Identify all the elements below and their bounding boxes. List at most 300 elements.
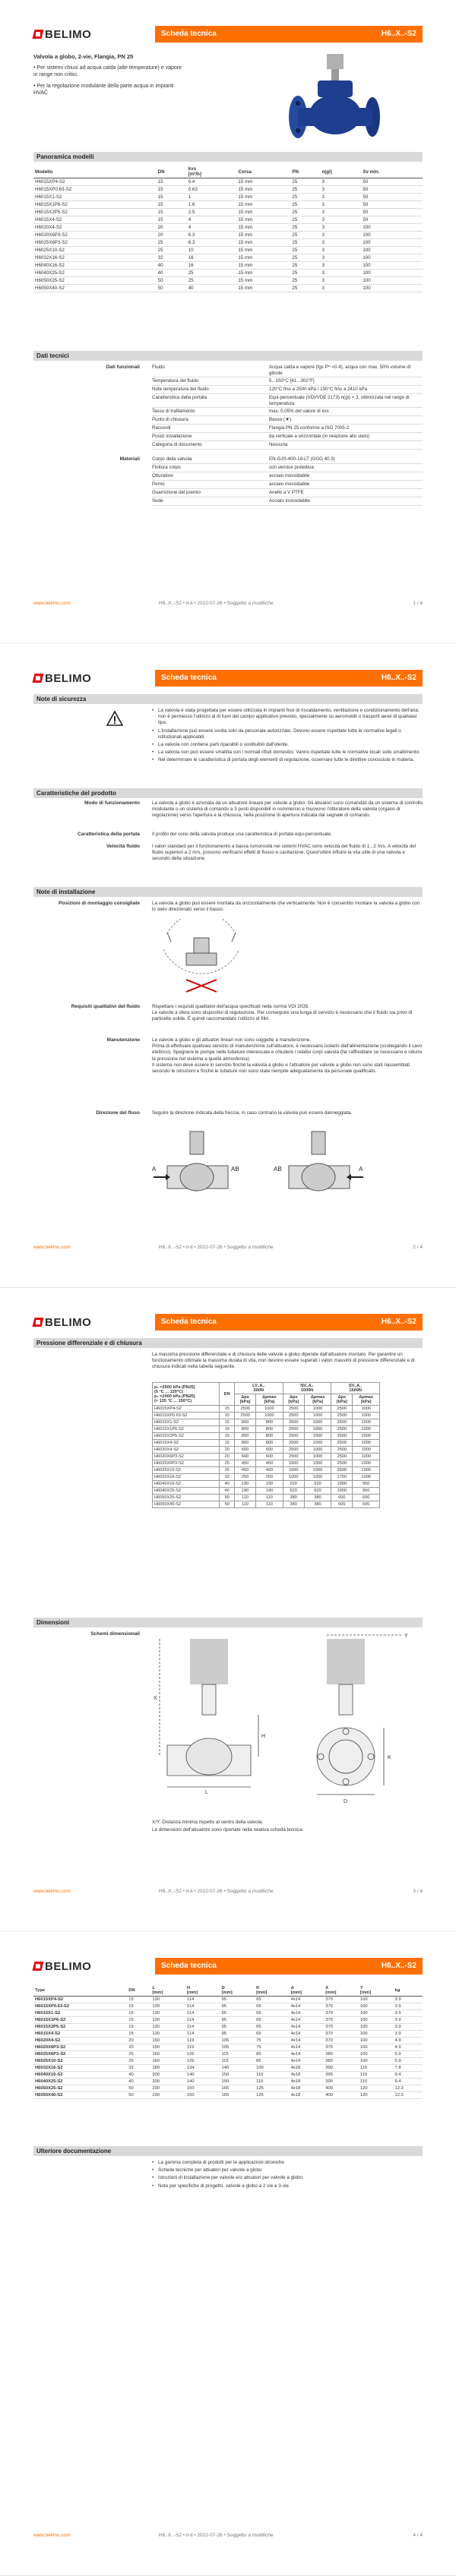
product-section-title: Caratteristiche del prodotto bbox=[33, 788, 423, 798]
tech-value: max. 0.05% del valore di kvs bbox=[269, 409, 329, 414]
table-cell: 3 bbox=[320, 209, 361, 216]
table-cell: 2500 bbox=[331, 1454, 353, 1460]
table-cell: 4x14 bbox=[290, 2058, 325, 2065]
table-cell: 115 bbox=[220, 2051, 255, 2058]
table-cell: 2500 bbox=[331, 1413, 353, 1419]
table-cell: 15 mm bbox=[236, 186, 290, 194]
table-cell: H6025X6P3-S2 bbox=[33, 239, 157, 247]
column-header: Δpmax [kPa] bbox=[304, 1394, 331, 1406]
table-cell: 15 bbox=[157, 186, 187, 194]
table-cell: 1000 bbox=[331, 1488, 353, 1495]
table-cell: 400 bbox=[324, 2092, 359, 2099]
table-cell: 95 bbox=[220, 2017, 255, 2024]
table-cell: H6040X16-S2 bbox=[153, 1481, 220, 1488]
table-cell: 25 bbox=[157, 247, 187, 254]
table-cell: 1000 bbox=[353, 1413, 380, 1419]
table-cell: 3.9 bbox=[393, 2024, 423, 2031]
table-cell: 110 bbox=[359, 2072, 394, 2079]
tech-key: Corpo della valvola bbox=[152, 456, 192, 462]
table-cell: 450 bbox=[235, 1467, 256, 1474]
table-cell: 100 bbox=[359, 2017, 394, 2024]
belimo-logo: BELIMO bbox=[33, 1315, 81, 1331]
table-cell: 3 bbox=[320, 285, 361, 292]
actuator-group: SV..A.. 1500N bbox=[331, 1383, 380, 1394]
table-row bbox=[33, 186, 423, 194]
table-cell: H6040X25-S2 bbox=[153, 1488, 220, 1495]
table-cell: 65 bbox=[255, 2031, 290, 2038]
page-header bbox=[33, 1956, 423, 1978]
table-cell: 150 bbox=[185, 2092, 220, 2099]
table-cell: 120 bbox=[359, 2092, 394, 2099]
table-cell: 32 bbox=[127, 2065, 150, 2072]
table-cell: 1000 bbox=[353, 1433, 380, 1440]
table-cell: 85 bbox=[255, 2051, 290, 2058]
column-header: L [mm] bbox=[150, 1985, 185, 1997]
column-header: H [mm] bbox=[185, 1985, 220, 1997]
tech-key: Perno bbox=[152, 481, 165, 487]
page-1 bbox=[0, 0, 456, 644]
table-cell: 800 bbox=[235, 1419, 256, 1426]
table-cell: 1000 bbox=[353, 1474, 380, 1481]
table-cell: 25 bbox=[187, 277, 237, 285]
table-cell: 1000 bbox=[304, 1413, 331, 1419]
inst-text: Le valvole a globo e gli attuatori lineari non sono soggette a manutenzione. Prima di effettuare qualsiasi servizio di manutenzione sull'attuatore, è necessario isolarlo dall'alimentazione (scollegando il cavo elettrico). Spegnere le pompe nelle tubature interessate e chiudere i relativi corpi valvola (far raffreddare se necessario e ridurre la pressione nel sistema a quella atmosferica). Il sistema non deve essere in servizio finché la valvola a globo e l'attuatore per valvole a globo non sono stati riassemblati secondo le istruzioni e finché le tubature non sono state riempite adeguatamente da personale qualificato. bbox=[152, 1037, 423, 1075]
table-cell: 3.9 bbox=[393, 2017, 423, 2024]
table-cell: 600 bbox=[235, 1454, 256, 1460]
tech-key: Categoria di documento bbox=[152, 442, 202, 447]
table-cell: H6015X1P6-S2 bbox=[33, 2017, 127, 2024]
table-cell: 450 bbox=[235, 1460, 256, 1467]
table-cell: 800 bbox=[235, 1433, 256, 1440]
docs-list bbox=[152, 2160, 423, 2191]
table-cell: 15 mm bbox=[236, 232, 290, 239]
table-cell: 100 bbox=[361, 239, 423, 247]
doc-item: • La gamma completa di prodotti per le applicazioni idroniche bbox=[152, 2160, 423, 2166]
table-cell: 370 bbox=[324, 1997, 359, 2003]
svg-text:AB: AB bbox=[231, 1166, 239, 1173]
table-row bbox=[33, 2044, 423, 2051]
table-cell: 160 bbox=[150, 2058, 185, 2065]
page-footer bbox=[33, 2533, 423, 2542]
table-cell: 1700 bbox=[331, 1474, 353, 1481]
table-cell: 50 bbox=[361, 178, 423, 186]
table-cell: 370 bbox=[324, 2044, 359, 2051]
table-cell: 15 mm bbox=[236, 194, 290, 201]
table-cell: 1000 bbox=[353, 1447, 380, 1454]
table-cell: 114 bbox=[185, 2017, 220, 2024]
table-cell: H6020X4-S2 bbox=[33, 224, 157, 232]
tech-key: Posizi installazione bbox=[152, 434, 192, 439]
docs-section-title: Ulteriore documentazione bbox=[33, 2146, 423, 2156]
table-cell: H6015XP0.63-S2 bbox=[33, 186, 157, 194]
table-cell: 200 bbox=[150, 2079, 185, 2085]
actuator-group: NV..A.. 1000N bbox=[283, 1383, 331, 1394]
column-header: PN bbox=[290, 166, 320, 178]
table-cell: 3 bbox=[320, 178, 361, 186]
tech-key: Caratteristica della portata bbox=[152, 395, 207, 400]
table-cell: 3 bbox=[320, 277, 361, 285]
table-cell: 4x18 bbox=[290, 2072, 325, 2079]
valve-photo bbox=[289, 50, 380, 149]
table-cell: H6050X40-S2 bbox=[153, 1501, 220, 1508]
table-cell: 25 bbox=[157, 239, 187, 247]
inst-label: Manutenzione bbox=[106, 1037, 140, 1043]
dimensions-section-title: Dimensioni bbox=[33, 1618, 423, 1627]
column-header: Sv min. bbox=[361, 166, 423, 178]
safety-item: • L'installazione può essere svolta solo da personale autorizzato. Devono essere rispettate tutte le normative legali o istituzionali applicabili. bbox=[152, 728, 423, 740]
doc-item: • Schede tecniche per attuatori per valvole a globo bbox=[152, 2167, 423, 2174]
table-cell: 2500 bbox=[331, 1447, 353, 1454]
page-2 bbox=[0, 644, 456, 1288]
table-cell: 6.3 bbox=[187, 239, 237, 247]
table-cell: 400 bbox=[324, 2085, 359, 2092]
table-cell: 140 bbox=[185, 2072, 220, 2079]
table-cell: 1000 bbox=[331, 1481, 353, 1488]
column-header: DN bbox=[157, 166, 187, 178]
table-cell: 600 bbox=[353, 1495, 380, 1501]
table-row bbox=[153, 1440, 380, 1447]
belimo-logo: BELIMO bbox=[33, 671, 81, 687]
tech-key: Fluido bbox=[152, 365, 165, 370]
dimension-note: X/Y: Distanza minima rispetto al centro della valvola. bbox=[152, 1820, 264, 1825]
table-row bbox=[33, 277, 423, 285]
pressure-text: La massima pressione differenziale e di chiusura delle valvole a globo dipende dall'attuatore montato. Per garantire un funzionamento ottimale la massima durata di vita, non devono essere superati i valori massimi di pressione differenziale e di chiusura indicati nella tabella seguente. bbox=[152, 1352, 415, 1370]
table-cell: 100 bbox=[361, 277, 423, 285]
table-cell: 380 bbox=[283, 1495, 304, 1501]
belimo-logo: BELIMO bbox=[33, 1959, 81, 1975]
table-cell: 10 bbox=[187, 247, 237, 254]
table-cell: 1000 bbox=[304, 1447, 331, 1454]
tech-data bbox=[33, 365, 423, 577]
models-table bbox=[33, 166, 423, 292]
table-cell: 4x14 bbox=[290, 2031, 325, 2038]
table-cell: 100 bbox=[359, 2010, 394, 2017]
table-cell: 230 bbox=[150, 2092, 185, 2099]
table-cell: 4 bbox=[187, 216, 237, 224]
table-cell: 4.9 bbox=[393, 2038, 423, 2044]
table-cell: 15 mm bbox=[236, 262, 290, 270]
table-cell: 370 bbox=[324, 2031, 359, 2038]
table-cell: 6.3 bbox=[187, 232, 237, 239]
footer-ref: H6..X..-S2 • it-it • 2022-07-26 • Soggetto a modifiche bbox=[159, 1245, 274, 1250]
table-cell: 140 bbox=[185, 2079, 220, 2085]
table-cell: 2500 bbox=[331, 1440, 353, 1447]
doc-type: Scheda tecnica bbox=[161, 1318, 217, 1326]
table-cell: 25 bbox=[290, 285, 320, 292]
feature-label: Caratteristica della portata bbox=[77, 831, 140, 837]
table-row bbox=[33, 2085, 423, 2092]
table-cell: H6015X1P6-S2 bbox=[33, 201, 157, 209]
tech-value: Anello a V PTFE bbox=[269, 490, 304, 495]
table-cell: 130 bbox=[150, 1997, 185, 2003]
table-cell: 165 bbox=[220, 2085, 255, 2092]
table-cell: 250 bbox=[235, 1474, 256, 1481]
table-cell: 125 bbox=[255, 2092, 290, 2099]
table-cell: H6025X10-S2 bbox=[33, 2058, 127, 2065]
table-cell: 2500 bbox=[331, 1467, 353, 1474]
table-cell: 3.9 bbox=[393, 2010, 423, 2017]
table-cell: 380 bbox=[283, 1501, 304, 1508]
footer-site[interactable]: www.belimo.com bbox=[33, 1245, 71, 1250]
table-cell: H6015XP4-S2 bbox=[33, 1997, 127, 2003]
table-cell: 1000 bbox=[304, 1454, 331, 1460]
tech-value: da verticale a orizzontale (in relazione allo stelo) bbox=[269, 434, 370, 439]
tech-key: Temperatura del fluido bbox=[152, 378, 199, 384]
table-cell: 100 bbox=[359, 2003, 394, 2010]
table-cell: 140 bbox=[220, 2065, 255, 2072]
table-cell: 50 bbox=[220, 1495, 235, 1501]
table-cell: 0.4 bbox=[187, 178, 237, 186]
tech-value: Flangia PN 25 conforme a ISO 7005-2 bbox=[269, 425, 350, 431]
table-cell: 50 bbox=[220, 1501, 235, 1508]
table-cell: 20 bbox=[220, 1454, 235, 1460]
table-cell: 380 bbox=[324, 2058, 359, 2065]
table-cell: 1600 bbox=[283, 1460, 304, 1467]
table-cell: 150 bbox=[220, 2079, 255, 2085]
table-cell: 100 bbox=[361, 224, 423, 232]
pressure-note: p₁ =2500 kPa (PN25) (5 °C ... 120°C) p₁ =2400 kPa (PN25) (< 135 °C ... 150°C) bbox=[153, 1383, 220, 1406]
table-cell: 4x14 bbox=[290, 2051, 325, 2058]
pressure-section-title: Pressione differenziale e di chiusura bbox=[33, 1338, 423, 1348]
table-cell: 100 bbox=[359, 2031, 394, 2038]
table-cell: 15 mm bbox=[236, 285, 290, 292]
table-cell: 40 bbox=[127, 2079, 150, 2085]
intro-title: Valvola a globo, 2-vie, Flangia, PN 25 bbox=[33, 53, 134, 60]
doc-item: • Note per specifiche di progetto, valvole a globo a 2 vie e 3-vie bbox=[152, 2183, 423, 2189]
intro-bullet: • Per la regolazione modulante della parte acqua in impianti HVAC bbox=[33, 83, 174, 96]
table-cell: 15 bbox=[157, 194, 187, 201]
table-cell: H6040X16-S2 bbox=[33, 2072, 127, 2079]
table-cell: 9.4 bbox=[393, 2072, 423, 2079]
table-cell: H6015X4-S2 bbox=[153, 1440, 220, 1447]
table-cell: 1000 bbox=[304, 1406, 331, 1413]
doc-type: Scheda tecnica bbox=[161, 674, 217, 682]
table-cell: 9.4 bbox=[393, 2079, 423, 2085]
feature-text: La valvola a globo è azionata da un attuatore lineare per valvole a globo. Gli attuatori sono comandati da un sistema di controllo modulante o un sistema di comando a 3 punti disponibili in commercio e muovono l'otturatore della valvola (organo di regolazione) verso l'apertura e la chiusura, nella posizione di apertura indicata dal segnale di comando. bbox=[152, 800, 423, 819]
table-cell: 1000 bbox=[304, 1467, 331, 1474]
table-cell: H6050X40-S2 bbox=[33, 285, 157, 292]
table-cell: 190 bbox=[256, 1481, 283, 1488]
table-cell: 25 bbox=[290, 194, 320, 201]
table-cell: 50 bbox=[157, 285, 187, 292]
table-row bbox=[33, 194, 423, 201]
table-cell: 85 bbox=[255, 2058, 290, 2065]
table-cell: 40 bbox=[220, 1488, 235, 1495]
table-cell: 4x18 bbox=[290, 2092, 325, 2099]
table-cell: 25 bbox=[290, 209, 320, 216]
column-header: D [mm] bbox=[220, 1985, 255, 1997]
table-row bbox=[153, 1447, 380, 1454]
table-cell: 15 mm bbox=[236, 277, 290, 285]
table-row bbox=[153, 1419, 380, 1426]
table-cell: 114 bbox=[185, 1997, 220, 2003]
table-cell: 114 bbox=[185, 2024, 220, 2031]
table-cell: 32 bbox=[220, 1474, 235, 1481]
tech-value: 120°C fino a 2500 kPa / 150°C fino a 2410 kPa bbox=[269, 387, 368, 392]
table-row bbox=[153, 1501, 380, 1508]
table-cell: 150 bbox=[150, 2044, 185, 2051]
column-header: kg bbox=[393, 1985, 423, 1997]
table-cell: 50 bbox=[361, 186, 423, 194]
table-cell: 50 bbox=[127, 2085, 150, 2092]
table-cell: 2500 bbox=[283, 1440, 304, 1447]
table-cell: 15 bbox=[220, 1413, 235, 1419]
table-cell: H6040X16-S2 bbox=[33, 262, 157, 270]
tech-value: acciaio inossidabile bbox=[269, 481, 310, 487]
table-cell: 395 bbox=[324, 2079, 359, 2085]
table-row bbox=[33, 2010, 423, 2017]
table-cell: 15 bbox=[220, 1433, 235, 1440]
table-cell: 250 bbox=[256, 1474, 283, 1481]
table-cell: 800 bbox=[235, 1440, 256, 1447]
table-cell: 119 bbox=[185, 2038, 220, 2044]
tech-value: EN-GJS-400-18-LT (GGG 40.3) bbox=[269, 456, 335, 462]
table-cell: 3 bbox=[320, 254, 361, 262]
column-header: Modello bbox=[33, 166, 157, 178]
product-features bbox=[33, 800, 423, 884]
footer-site[interactable]: www.belimo.com bbox=[33, 1889, 71, 1894]
table-cell: 100 bbox=[361, 232, 423, 239]
safety-item: • La valvola non può essere smaltita con i normali rifiuti domestici. Vanno rispettate tutte le normative locali sullo smaltimento. bbox=[152, 750, 423, 756]
table-cell: 800 bbox=[235, 1426, 256, 1433]
column-header: X [mm] bbox=[324, 1985, 359, 1997]
table-cell: 130 bbox=[150, 2017, 185, 2024]
table-cell: H6025X10-S2 bbox=[33, 247, 157, 254]
table-cell: 119 bbox=[185, 2044, 220, 2051]
table-cell: H6015X2P5-S2 bbox=[33, 2024, 127, 2031]
table-cell: 25 bbox=[290, 254, 320, 262]
table-cell: 2500 bbox=[283, 1426, 304, 1433]
table-cell: H6015XP0.63-S2 bbox=[33, 2003, 127, 2010]
table-cell: 1000 bbox=[304, 1433, 331, 1440]
table-cell: 180 bbox=[150, 2065, 185, 2072]
table-cell: 600 bbox=[331, 1501, 353, 1508]
page-header bbox=[33, 1312, 423, 1334]
table-cell: 1000 bbox=[353, 1419, 380, 1426]
table-cell: 20 bbox=[157, 232, 187, 239]
tech-key: Note temperatura del fluido bbox=[152, 387, 209, 392]
inst-label: Direzione del fluso bbox=[96, 1110, 140, 1116]
svg-text:H: H bbox=[261, 1734, 266, 1739]
table-cell: H6015X1P6-S2 bbox=[153, 1426, 220, 1433]
table-cell: 25 bbox=[290, 262, 320, 270]
table-cell: 75 bbox=[255, 2044, 290, 2051]
table-cell: H6032X16-S2 bbox=[153, 1474, 220, 1481]
table-row bbox=[153, 1460, 380, 1467]
table-row bbox=[33, 247, 423, 254]
table-cell: 230 bbox=[150, 2085, 185, 2092]
table-cell: 1000 bbox=[256, 1413, 283, 1419]
table-row bbox=[33, 254, 423, 262]
table-row bbox=[33, 2079, 423, 2085]
model-code: H6..X..-S2 bbox=[381, 674, 416, 682]
table-cell: H6050X25-S2 bbox=[33, 2085, 127, 2092]
flow-direction-diagram bbox=[152, 1124, 380, 1208]
table-cell: 100 bbox=[255, 2065, 290, 2072]
table-cell: 620 bbox=[304, 1481, 331, 1488]
table-cell: 3.9 bbox=[393, 2003, 423, 2010]
table-cell: 15 bbox=[157, 216, 187, 224]
dimension-note: Le dimensioni dell'attuatore sono riportate nella relativa scheda tecnica. bbox=[152, 1827, 304, 1833]
actuator-group: LV..A.. 500N bbox=[235, 1383, 283, 1394]
page-4 bbox=[0, 1932, 456, 2576]
table-cell: 2500 bbox=[283, 1419, 304, 1426]
table-cell: 190 bbox=[256, 1488, 283, 1495]
table-cell: 4x14 bbox=[290, 2024, 325, 2031]
table-cell: 25 bbox=[290, 247, 320, 254]
feature-label: Modo di funzionamento bbox=[84, 800, 140, 806]
table-cell: 4.9 bbox=[393, 2044, 423, 2051]
table-cell: 15 mm bbox=[236, 178, 290, 186]
table-cell: 620 bbox=[283, 1481, 304, 1488]
table-cell: H6015X1-S2 bbox=[153, 1419, 220, 1426]
footer-site[interactable]: www.belimo.com bbox=[33, 601, 71, 606]
table-cell: 100 bbox=[361, 262, 423, 270]
table-cell: 110 bbox=[256, 1495, 283, 1501]
table-row bbox=[33, 2058, 423, 2065]
feature-text: I valori standard per il funzionamento a bassa rumorosità nei sistemi HVAC sono velocità del fluido di 1...2 m/s. A velocità del fluido superiori a 2 m/s, possono verificarsi effetti di flusso e cavitazione. Quest'ultimi influire la vita utile di una valvola e secondo della situazione. bbox=[152, 844, 416, 862]
tech-key: Otturatore bbox=[152, 473, 173, 478]
table-cell: 2500 bbox=[331, 1419, 353, 1426]
tech-value: Acqua calda e vapore (fgs P^ <0.4), acqua con max. 50% volume di glicole bbox=[269, 365, 411, 376]
table-cell: H6025X10-S2 bbox=[153, 1467, 220, 1474]
table-cell: 3 bbox=[320, 232, 361, 239]
table-row bbox=[153, 1413, 380, 1419]
table-cell: 110 bbox=[256, 1501, 283, 1508]
table-cell: 4x14 bbox=[290, 1997, 325, 2003]
table-cell: 800 bbox=[256, 1419, 283, 1426]
table-row bbox=[153, 1495, 380, 1501]
column-header: Δps [kPa] bbox=[235, 1394, 256, 1406]
table-cell: 40 bbox=[220, 1481, 235, 1488]
table-row bbox=[33, 209, 423, 216]
table-cell: 15 bbox=[157, 201, 187, 209]
table-cell: H6025X6P3-S2 bbox=[33, 2051, 127, 2058]
dimensions-table bbox=[33, 1985, 423, 2099]
column-header: K [mm] bbox=[255, 1985, 290, 1997]
table-cell: 15 bbox=[127, 2024, 150, 2031]
table-cell: 1000 bbox=[353, 1406, 380, 1413]
dimension-drawing bbox=[152, 1631, 423, 1814]
table-cell: 4x14 bbox=[290, 2003, 325, 2010]
table-cell: 15 bbox=[220, 1440, 235, 1447]
safety-item: • La valvola non contiene parti riparabili o sostituibili dall'utente. bbox=[152, 742, 423, 748]
table-row bbox=[153, 1433, 380, 1440]
tech-group-label: Materiali bbox=[119, 456, 140, 462]
table-cell: 15 bbox=[157, 209, 187, 216]
footer-site[interactable]: www.belimo.com bbox=[33, 2533, 71, 2538]
table-row bbox=[33, 2051, 423, 2058]
table-cell: 100 bbox=[359, 2038, 394, 2044]
table-cell: 2500 bbox=[283, 1413, 304, 1419]
table-cell: 450 bbox=[256, 1460, 283, 1467]
table-cell: H6015X2P5-S2 bbox=[153, 1433, 220, 1440]
table-cell: 15 bbox=[220, 1406, 235, 1413]
table-cell: 160 bbox=[150, 2051, 185, 2058]
table-row bbox=[33, 224, 423, 232]
table-cell: 15 bbox=[127, 2003, 150, 2010]
table-cell: 0.63 bbox=[187, 186, 237, 194]
table-cell: 105 bbox=[220, 2044, 255, 2051]
tech-key: Tasso di trafilamento bbox=[152, 409, 195, 414]
page-header bbox=[33, 668, 423, 690]
table-cell: 5.9 bbox=[393, 2058, 423, 2065]
table-cell: 4 bbox=[187, 224, 237, 232]
column-header: Y [mm] bbox=[359, 1985, 394, 1997]
table-cell: 1000 bbox=[353, 1460, 380, 1467]
table-row bbox=[33, 285, 423, 292]
table-cell: 25 bbox=[127, 2058, 150, 2065]
